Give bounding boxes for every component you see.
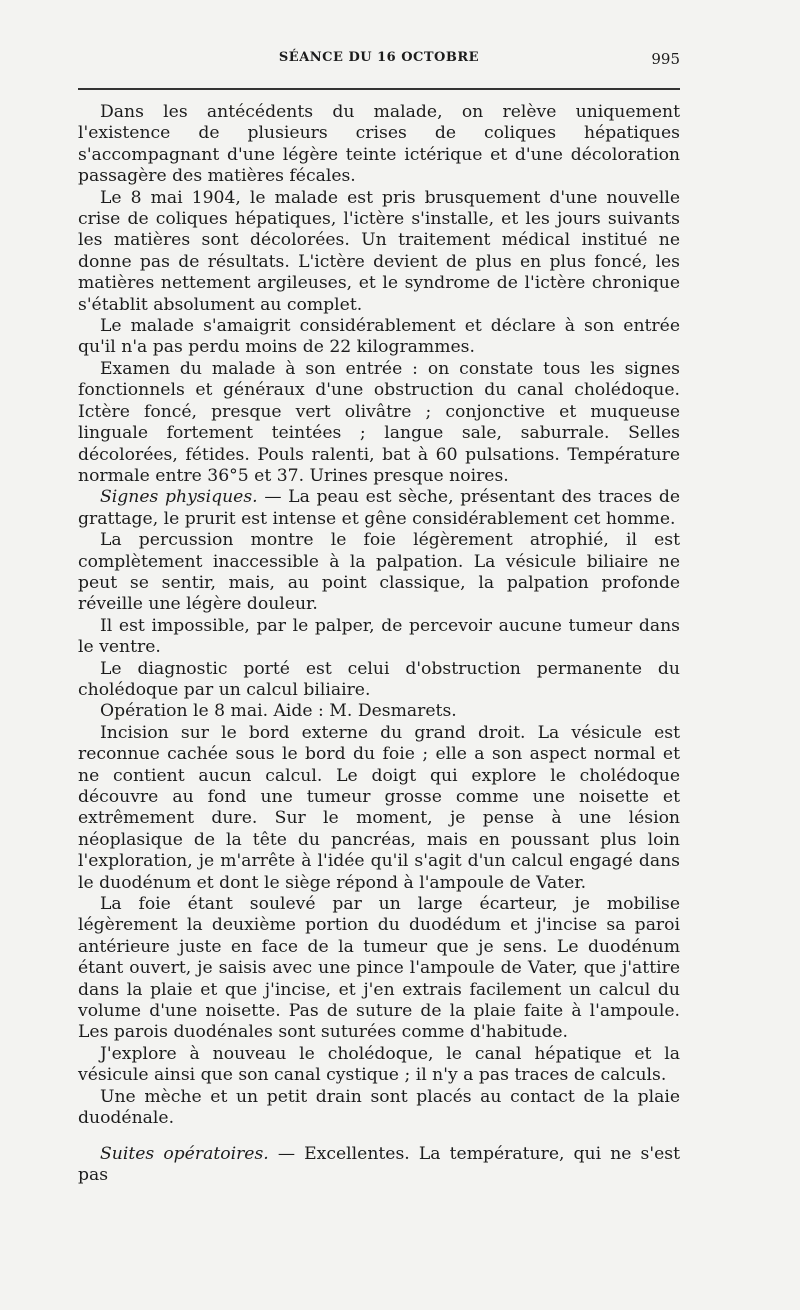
paragraph: Il est impossible, par le palper, de percevoir aucune tumeur dans le ventre. [78, 615, 680, 658]
body-text [78, 102, 680, 1186]
signes-label: Signes physiques. [100, 487, 258, 508]
signes-text: — La peau est sèche, présentant des traces de grattage, le prurit est intense et gêne considérablement cet homme. [78, 487, 680, 529]
paragraph: J'explore à nouveau le cholédoque, le canal hépatique et la vésicule ainsi que son canal cystique ; il n'y a pas traces de calculs. [78, 1043, 680, 1086]
paragraph: Une mèche et un petit drain sont placés au contact de la plaie duodénale. [78, 1086, 680, 1129]
paragraph-signes [78, 487, 680, 530]
paragraph: Le 8 mai 1904, le malade est pris brusquement d'une nouvelle crise de coliques hépatiques, l'ictère s'installe, et les jours suivants les matières sont décolorées. Un traitement médical institué ne donne pas de résultats. L'ictère devient de plus en plus foncé, les matières nettement argileuses, et le syndrome de l'ictère chronique s'établit absolument au complet. [78, 187, 680, 315]
suites-text: — Excellentes. La température, qui ne s'est pas [78, 1143, 680, 1185]
paragraph: La percussion montre le foie légèrement atrophié, il est complètement inaccessible à la palpation. La vésicule biliaire ne peut se sentir, mais, au point classique, la palpation profonde réveille une légère douleur. [78, 530, 680, 615]
suites-label: Suites opératoires. [100, 1143, 269, 1164]
suites-block [78, 1144, 680, 1187]
paragraph: Dans les antécédents du malade, on relève uniquement l'existence de plusieurs crises de coliques hépatiques s'accompagnant d'une légère teinte ictérique et d'une décoloration passagère des matières fécales. [78, 102, 680, 187]
paragraph: Incision sur le bord externe du grand droit. La vésicule est reconnue cachée sous le bord du foie ; elle a son aspect normal et ne contient aucun calcul. Le doigt qui explore le cholédoque découvre au fond une tumeur grosse comme une noisette et extrêmement dure. Sur le moment, je pense à une lésion néoplasique de la tête du pancréas, mais en poussant plus loin l'exploration, je m'arrête à l'idée qu'il s'agit d'un calcul engagé dans le duodénum et dont le siège répond à l'ampoule de Vater. [78, 722, 680, 893]
paragraph: Opération le 8 mai. Aide : M. Desmarets. [100, 701, 457, 722]
paragraph-suites [78, 1144, 680, 1187]
running-head-title: SÉANCE DU 16 OCTOBRE [278, 50, 480, 65]
paragraph: Le diagnostic porté est celui d'obstruction permanente du cholédoque par un calcul biliaire. [78, 658, 680, 700]
running-head [78, 50, 680, 74]
page-number: 995 [651, 50, 680, 68]
paragraph: Examen du malade à son entrée : on constate tous les signes fonctionnels et généraux d'une obstruction du canal cholédoque. Ictère foncé, presque vert olivâtre ; conjonctive et muqueuse linguale fortement teintées ; langue sale, saburrale. Selles décolorées, fétides. Pouls ralenti, bat à 60 pulsations. Température normale entre 36°5 et 37. Urines presque noires. [78, 358, 680, 486]
paragraph: La foie étant soulevé par un large écarteur, je mobilise légèrement la deuxième portion du duodédum et j'incise sa paroi antérieure juste en face de la tumeur que je sens. Le duodénum étant ouvert, je saisis avec une pince l'ampoule de Vater, que j'attire dans la plaie et que j'incise, et j'en extrais facilement un calcul du volume d'une noisette. Pas de suture de la plaie faite à l'ampoule. Les parois duodénales sont suturées comme d'habitude. [78, 894, 680, 1043]
paragraph: Le malade s'amaigrit considérablement et déclare à son entrée qu'il n'a pas perdu moins de 22 kilogrammes. [78, 316, 680, 358]
header-rule [78, 88, 680, 90]
